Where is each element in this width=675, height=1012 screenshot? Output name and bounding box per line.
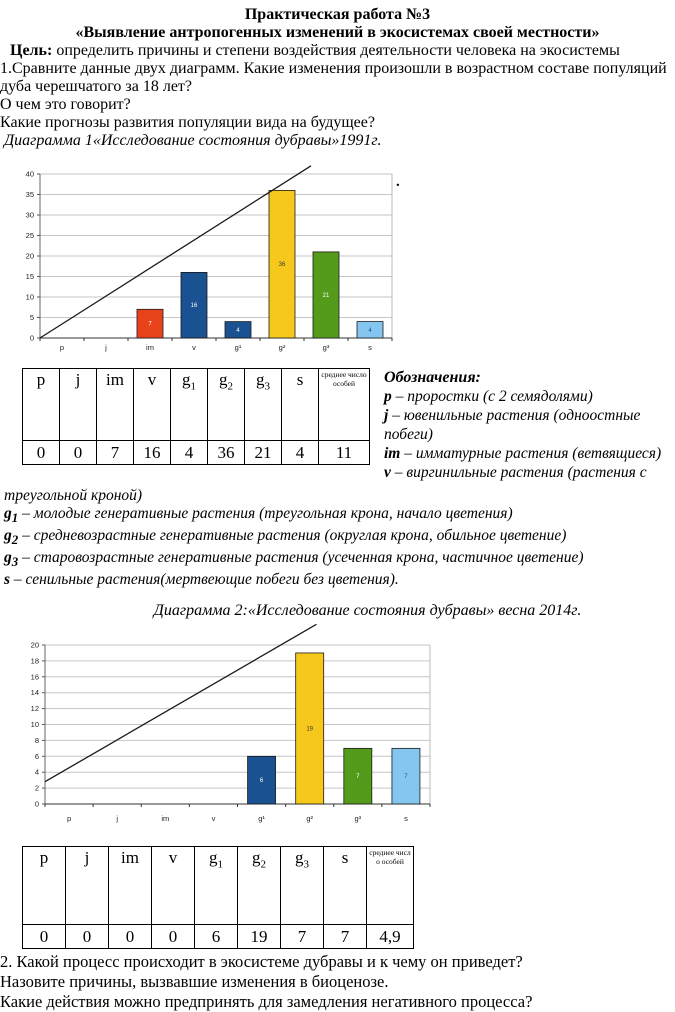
y-axis-label: 30	[25, 210, 34, 220]
y-axis-label: 14	[30, 688, 39, 698]
table-value-cell: 0	[66, 925, 109, 949]
table-header-cell: v	[152, 847, 195, 925]
final-questions	[0, 952, 675, 1012]
x-axis-label: g²	[278, 343, 286, 352]
x-axis-label: j	[116, 814, 119, 824]
table-header-cell: $g_2$	[238, 847, 281, 925]
x-axis-label: s	[368, 343, 372, 352]
table-value-cell: 4,9	[367, 925, 414, 949]
table-header-cell: s	[282, 369, 319, 441]
bar-value-label: 7	[148, 321, 152, 328]
table-header-cell: j	[66, 847, 109, 925]
legend-block	[384, 368, 669, 482]
x-axis-label: g¹	[258, 814, 265, 824]
question2-line2: Назовите причины, вызвавшие изменения в биоценозе.	[0, 972, 389, 992]
x-axis-label: g³	[354, 814, 362, 824]
table-header-cell: j	[60, 369, 97, 441]
diagram1-chart	[20, 162, 412, 360]
bar-value-label: 4	[368, 327, 372, 334]
data-table-2014	[22, 846, 414, 949]
table-value-cell: 4	[171, 441, 208, 465]
table-header-cell: $g_1$	[171, 369, 208, 441]
y-axis-label: 40	[25, 169, 34, 179]
bar-value-label: 19	[306, 726, 314, 733]
legend-continued	[0, 487, 675, 589]
x-axis-label: v	[192, 343, 196, 352]
table-header-cell: s	[324, 847, 367, 925]
legend-items	[384, 387, 669, 482]
table-header-cell: v	[134, 369, 171, 441]
table-header-cell: p	[23, 847, 66, 925]
diagram1-caption: Диаграмма 1«Исследование состояния дубравы»1991г.	[4, 132, 382, 149]
y-axis-label: 10	[30, 720, 39, 730]
table-value-cell: 19	[238, 925, 281, 949]
goal-line	[0, 42, 675, 60]
table1-legend-row	[0, 368, 675, 482]
table-value-cell: 4	[282, 441, 319, 465]
table-value-cell: 21	[245, 441, 282, 465]
y-axis-label: 20	[25, 251, 34, 261]
y-axis-label: 35	[25, 190, 34, 199]
table-value-cell: 7	[281, 925, 324, 949]
table-value-cell: 6	[195, 925, 238, 949]
table-value-cell: 0	[109, 925, 152, 949]
x-axis-label: im	[146, 343, 154, 352]
y-axis-label: 15	[25, 272, 34, 281]
legend-line: v – виргинильные растения (растения с	[384, 464, 647, 481]
x-axis-label: p	[59, 343, 65, 352]
y-axis-label: 18	[30, 656, 39, 666]
y-axis-label: 4	[34, 767, 39, 777]
table-header-cell: среднее число особей	[367, 847, 414, 925]
legend-line: $g_2$ – средневозрастные генеративные растения (округлая крона, обильное цветение)	[4, 527, 567, 548]
bar-value-label: 36	[278, 262, 286, 269]
table-value-cell: 7	[97, 441, 134, 465]
goal-text: определить причины и степени воздействия деятельности человека на экосистемы	[52, 42, 620, 59]
task1-question3: Какие прогнозы развития популяции вида на будущее?	[0, 114, 375, 131]
question2-line1: 2. Какой процесс происходит в экосистеме дубравы и к чему он приведет?	[0, 952, 523, 972]
table-header-cell: im	[97, 369, 134, 441]
table-header-cell: $g_2$	[208, 369, 245, 441]
x-axis-label: im	[161, 814, 170, 824]
goal-label: Цель:	[10, 42, 53, 59]
task1-text: 1.Сравните данные двух диаграмм. Какие изменения произошли в возрастном составе популяций дуба черешчатого за 18 лет?	[0, 60, 667, 95]
y-axis-label: 6	[34, 752, 39, 762]
data-table-1991	[22, 368, 370, 465]
y-axis-label: 10	[25, 292, 34, 302]
y-axis-label: 5	[29, 313, 34, 322]
table-value-cell: 11	[319, 441, 370, 465]
table-value-cell: 16	[134, 441, 171, 465]
diagram2-chart	[20, 624, 450, 836]
table-value-cell: 7	[324, 925, 367, 949]
table-value-cell: 0	[23, 441, 60, 465]
x-axis-label: j	[105, 343, 107, 352]
table-value-cell: 0	[60, 441, 97, 465]
bar-value-label: 21	[322, 292, 330, 299]
diagram2-caption: Диаграмма 2:«Исследование состояния дубравы» весна 2014г.	[153, 602, 582, 620]
table-header-cell: im	[109, 847, 152, 925]
legend-line: $g_1$ – молодые генеративные растения (треугольная крона, начало цветения)	[4, 505, 513, 526]
x-axis-label: g³	[322, 343, 330, 352]
table-header-cell: среднее число особей	[319, 369, 370, 441]
legend-heading: Обозначения:	[384, 369, 481, 386]
x-axis-label: v	[211, 814, 216, 824]
bar-value-label: 7	[356, 774, 360, 781]
legend-line: s – сенильные растения(мертвеющие побеги без цветения).	[4, 571, 399, 589]
y-axis-label: 12	[30, 704, 39, 714]
bar-value-label: 16	[190, 303, 198, 310]
question2-line3: Какие действия можно предпринять для замедления негативного процесса?	[0, 992, 533, 1012]
doc-title-line1: Практическая работа №3	[244, 6, 431, 23]
x-axis-label: g²	[306, 814, 314, 824]
y-axis-label: 8	[34, 736, 39, 746]
bar-value-label: 4	[236, 327, 240, 334]
table-header-cell: p	[23, 369, 60, 441]
bar-value-label: 6	[259, 778, 264, 785]
table-value-cell: 36	[208, 441, 245, 465]
y-axis-label: 2	[34, 783, 39, 793]
legend-line: im – имматурные растения (ветвящиеся)	[384, 445, 662, 462]
x-axis-label: s	[404, 814, 408, 824]
y-axis-label: 0	[34, 799, 39, 809]
table-header-cell: $g_3$	[245, 369, 282, 441]
legend-line: p – проростки (с 2 семядолями)	[384, 388, 593, 405]
diagram1	[20, 162, 440, 360]
legend-line: j – ювенильные растения (одноостные побеги)	[384, 407, 641, 443]
legend-line: треугольной кроной)	[4, 487, 143, 504]
table-header-cell: $g_3$	[281, 847, 324, 925]
bar-value-label: 7	[404, 774, 408, 781]
table-value-cell: 0	[152, 925, 195, 949]
x-axis-label: p	[66, 814, 72, 824]
y-axis-label: 0	[29, 333, 34, 343]
table-value-cell: 0	[23, 925, 66, 949]
legend-line: $g_3$ – старовозрастные генеративные растения (усеченная крона, частичное цветение)	[4, 549, 584, 570]
doc-title-line2: «Выявление антропогенных изменений в экосистемах своей местности»	[75, 24, 600, 41]
y-axis-label: 25	[25, 231, 34, 240]
task1-question2: О чем это говорит?	[0, 96, 131, 113]
x-axis-label: g¹	[234, 343, 242, 352]
y-axis-label: 16	[30, 672, 39, 682]
stray-dot: .	[396, 174, 400, 190]
y-axis-label: 20	[30, 640, 39, 650]
table-header-cell: $g_1$	[195, 847, 238, 925]
